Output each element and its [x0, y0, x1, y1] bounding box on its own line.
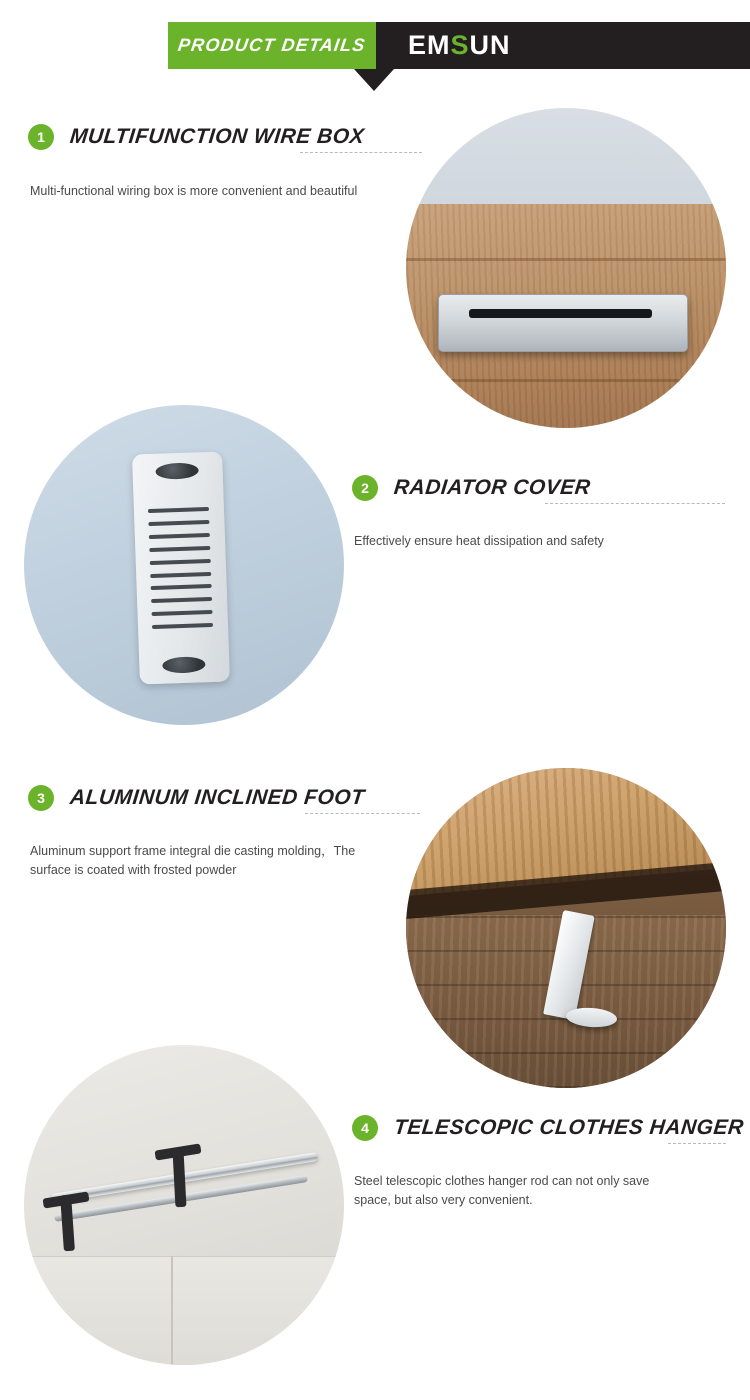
- brand-text-em: EM: [408, 30, 451, 60]
- section-1-description: Multi-functional wiring box is more convenient and beautiful: [30, 184, 358, 198]
- section-4-number-badge: 4: [352, 1115, 378, 1141]
- section-3-divider: [305, 813, 420, 814]
- clothes-hanger-photo: [24, 1045, 344, 1365]
- section-1-title-row: [28, 124, 364, 150]
- section-2-divider: [545, 503, 725, 504]
- cabinet-body: [24, 1256, 344, 1365]
- brand-text-un: UN: [469, 30, 511, 60]
- vent-slat: [152, 610, 213, 616]
- section-3-title-row: [28, 785, 364, 811]
- section-2-number-badge: 2: [352, 475, 378, 501]
- vent-slat: [150, 572, 211, 578]
- triangle-arrow-icon: [354, 69, 394, 91]
- brand-logo: [408, 30, 511, 61]
- radiator-cover-plate: [132, 452, 230, 685]
- radiator-screw-hole-top: [156, 463, 200, 481]
- section-3-title: ALUMINUM INCLINED FOOT: [68, 786, 366, 809]
- brand-text-s: S: [450, 30, 470, 60]
- section-4-title: TELESCOPIC CLOTHES HANGER: [392, 1116, 745, 1139]
- section-4-divider: [668, 1143, 726, 1144]
- section-3-description: Aluminum support frame integral die casting molding，The surface is coated with frosted powder: [30, 844, 356, 877]
- section-2-description: Effectively ensure heat dissipation and safety: [354, 534, 604, 548]
- radiator-panel-background: [24, 405, 344, 725]
- vent-slat: [151, 597, 212, 603]
- vent-slat: [149, 520, 210, 526]
- radiator-vent-slats: [148, 507, 213, 629]
- wire-box-photo: [406, 108, 726, 428]
- radiator-screw-hole-bottom: [162, 656, 206, 674]
- vent-slat: [149, 533, 210, 539]
- wire-box-wall: [406, 108, 726, 217]
- section-2-title: RADIATOR COVER: [392, 476, 592, 499]
- vent-slat: [151, 584, 212, 590]
- wire-box-desk: [406, 204, 726, 428]
- section-3-number-badge: 3: [28, 785, 54, 811]
- wire-box-slot: [469, 309, 652, 317]
- desk-seam-2: [406, 379, 726, 382]
- page-header: [0, 22, 750, 69]
- header-banner-label: PRODUCT DETAILS: [176, 35, 368, 55]
- hanger-background: [24, 1045, 344, 1365]
- vent-slat: [152, 623, 213, 629]
- header-banner: [168, 22, 376, 69]
- aluminum-foot-background: [406, 768, 726, 1088]
- section-4-description: Steel telescopic clothes hanger rod can not only save space, but also very convenient.: [354, 1174, 650, 1207]
- cabinet-edge: [171, 1256, 173, 1365]
- radiator-cover-photo: [24, 405, 344, 725]
- wire-box-plate: [438, 294, 688, 352]
- section-1-divider: [300, 152, 422, 153]
- section-1-title: MULTIFUNCTION WIRE BOX: [68, 125, 366, 148]
- section-2-title-row: [352, 475, 590, 501]
- vent-slat: [150, 559, 211, 565]
- header-left-spacer: [0, 22, 168, 69]
- vent-slat: [148, 507, 209, 513]
- desk-seam-1: [406, 258, 726, 261]
- section-1-number-badge: 1: [28, 124, 54, 150]
- section-4-title-row: [352, 1115, 744, 1141]
- hanger-bracket-right: [173, 1150, 187, 1206]
- header-brand-bar: [376, 22, 750, 69]
- vent-slat: [150, 546, 211, 552]
- aluminum-foot-photo: [406, 768, 726, 1088]
